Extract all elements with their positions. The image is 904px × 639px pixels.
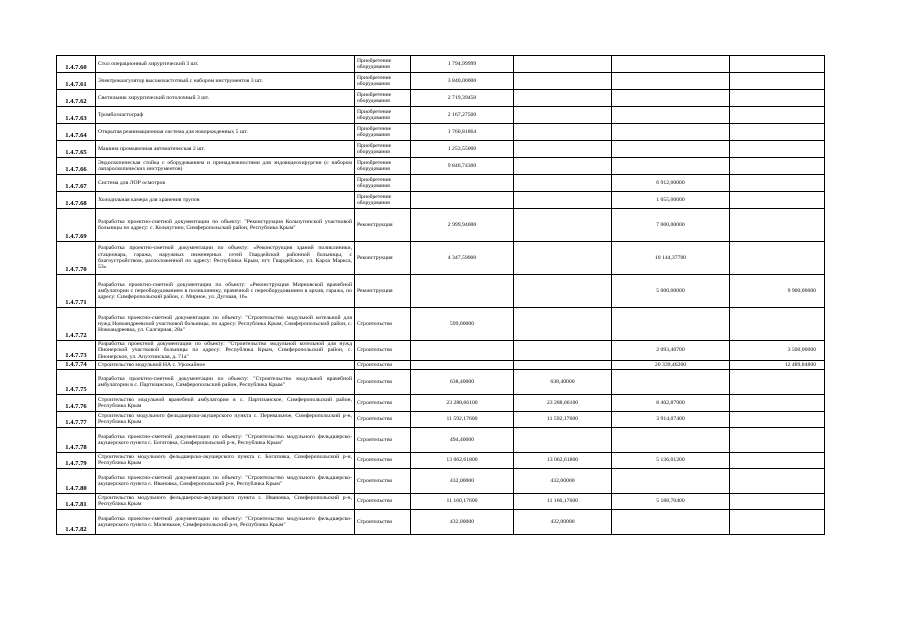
row-number-cell: 1.4.7.65 xyxy=(57,141,96,158)
table-row xyxy=(57,369,825,394)
value-3-cell xyxy=(612,141,730,158)
item-name-cell: Строительство модульного фельдшерско-акушерского пункта с. Перевальное, Симферопольский р-н, Республика Крым xyxy=(96,411,355,427)
table-row xyxy=(57,209,825,242)
item-name-cell: Строительство модульной врачебной амбулатории в с. Партизанское, Симферопольский район, Республика Крым xyxy=(96,394,355,411)
work-type-cell: Строительство xyxy=(355,411,411,427)
value-1-cell xyxy=(411,175,514,192)
value-2-cell: 432,00000 xyxy=(514,509,612,534)
table-row xyxy=(57,158,825,175)
item-name-cell: Разработка проектно-сметной документации по объекту: «Реконструкция Мирновской врачебной амбулатории с переоборудованием в поликлинику, прачечной с переоборудованием в архив, гаража, по адресу: Симферопольский район, с. Мирное, ул. Дуговая, 16» xyxy=(96,275,355,308)
value-4-cell xyxy=(730,308,825,341)
item-name-cell: Стол операционный хирургический 3 шт. xyxy=(96,56,355,73)
table-row xyxy=(57,360,825,369)
item-name-cell: Тромбоэластограф xyxy=(96,107,355,124)
row-number-cell: 1.4.7.71 xyxy=(57,275,96,308)
value-2-cell xyxy=(514,107,612,124)
row-number-cell: 1.4.7.77 xyxy=(57,411,96,427)
work-type-cell: Реконструкция xyxy=(355,275,411,308)
row-number-cell: 1.4.7.72 xyxy=(57,308,96,341)
value-4-cell xyxy=(730,124,825,141)
value-4-cell xyxy=(730,369,825,394)
work-type-cell: Строительство xyxy=(355,468,411,493)
item-name-cell: Строительство модульной НА с. Урожайное xyxy=(96,360,355,369)
row-number-cell: 1.4.7.63 xyxy=(57,107,96,124)
table-row xyxy=(57,275,825,308)
value-1-cell: 494,40000 xyxy=(411,427,514,452)
value-2-cell xyxy=(514,73,612,90)
row-number-cell: 1.4.7.61 xyxy=(57,73,96,90)
value-2-cell xyxy=(514,141,612,158)
value-2-cell xyxy=(514,124,612,141)
row-number-cell: 1.4.7.75 xyxy=(57,369,96,394)
value-1-cell: 1 253,55000 xyxy=(411,141,514,158)
value-3-cell xyxy=(612,369,730,394)
value-2-cell: 638,40000 xyxy=(514,369,612,394)
value-3-cell xyxy=(612,308,730,341)
work-type-cell: Приобретение оборудования xyxy=(355,107,411,124)
value-3-cell xyxy=(612,56,730,73)
work-type-cell: Приобретение оборудования xyxy=(355,90,411,107)
value-2-cell xyxy=(514,192,612,209)
value-4-cell: 3 500,00000 xyxy=(730,341,825,361)
value-2-cell xyxy=(514,209,612,242)
table-body xyxy=(57,56,825,535)
value-4-cell xyxy=(730,175,825,192)
value-4-cell: 12 489,84800 xyxy=(730,360,825,369)
value-2-cell xyxy=(514,360,612,369)
table-row xyxy=(57,124,825,141)
value-3-cell: 6 912,00000 xyxy=(612,175,730,192)
value-3-cell: 20 339,46200 xyxy=(612,360,730,369)
value-4-cell xyxy=(730,209,825,242)
value-4-cell xyxy=(730,242,825,275)
row-number-cell: 1.4.7.82 xyxy=(57,509,96,534)
value-2-cell: 13 062,61800 xyxy=(514,452,612,468)
value-2-cell: 23 288,66100 xyxy=(514,394,612,411)
value-2-cell xyxy=(514,56,612,73)
work-type-cell: Приобретение оборудования xyxy=(355,192,411,209)
work-type-cell: Приобретение оборудования xyxy=(355,175,411,192)
value-3-cell xyxy=(612,509,730,534)
value-2-cell xyxy=(514,242,612,275)
value-4-cell: 9 900,00000 xyxy=(730,275,825,308)
item-name-cell: Эндоскопическая стойка с оборудованием и принадлежностями для эндовидеохирургии (с набором лапароскопических инструментов) xyxy=(96,158,355,175)
table-row xyxy=(57,56,825,73)
table-row xyxy=(57,192,825,209)
value-3-cell xyxy=(612,427,730,452)
item-name-cell: Разработка проектно-сметной документации по объекту: "Реконструкция Кольчугинской участковой больницы по адресу: с. Кольчугино, Симферопольский район, Республика Крым" xyxy=(96,209,355,242)
table-row xyxy=(57,341,825,361)
item-name-cell: Машина промывочная автоматическая 2 шт. xyxy=(96,141,355,158)
value-3-cell: 5 000,00000 xyxy=(612,275,730,308)
work-type-cell: Реконструкция xyxy=(355,209,411,242)
row-number-cell: 1.4.7.78 xyxy=(57,427,96,452)
value-1-cell xyxy=(411,275,514,308)
value-3-cell: 5 136,01200 xyxy=(612,452,730,468)
row-number-cell: 1.4.7.79 xyxy=(57,452,96,468)
row-number-cell: 1.4.7.70 xyxy=(57,242,96,275)
work-type-cell: Строительство xyxy=(355,452,411,468)
value-2-cell xyxy=(514,275,612,308)
row-number-cell: 1.4.7.81 xyxy=(57,493,96,509)
value-1-cell xyxy=(411,360,514,369)
work-type-cell: Строительство xyxy=(355,369,411,394)
value-1-cell: 599,00000 xyxy=(411,308,514,341)
value-1-cell: 4 347,59000 xyxy=(411,242,514,275)
table-row xyxy=(57,427,825,452)
value-4-cell xyxy=(730,493,825,509)
value-3-cell xyxy=(612,468,730,493)
value-1-cell: 9 846,74300 xyxy=(411,158,514,175)
item-name-cell: Разработка проектной документации по объекту: "Строительство модульной котельной для нужд Пионерской участковой больницы по адресу: Республика Крым, Симферопольский район, с. Пионерское, ул. Апухтинская, д. 71а" xyxy=(96,341,355,361)
value-3-cell xyxy=(612,107,730,124)
work-type-cell: Приобретение оборудования xyxy=(355,124,411,141)
value-1-cell: 1 760,81864 xyxy=(411,124,514,141)
item-name-cell: Светильник хирургический потолочный 3 шт. xyxy=(96,90,355,107)
value-1-cell: 11 592,17600 xyxy=(411,411,514,427)
work-type-cell: Приобретение оборудования xyxy=(355,56,411,73)
value-4-cell xyxy=(730,468,825,493)
row-number-cell: 1.4.7.62 xyxy=(57,90,96,107)
work-type-cell: Строительство xyxy=(355,360,411,369)
table-row xyxy=(57,107,825,124)
table-row xyxy=(57,468,825,493)
budget-table xyxy=(56,55,825,535)
value-2-cell xyxy=(514,158,612,175)
value-4-cell xyxy=(730,90,825,107)
row-number-cell: 1.4.7.73 xyxy=(57,341,96,361)
row-number-cell: 1.4.7.66 xyxy=(57,158,96,175)
work-type-cell: Приобретение оборудования xyxy=(355,141,411,158)
row-number-cell: 1.4.7.69 xyxy=(57,209,96,242)
row-number-cell: 1.4.7.68 xyxy=(57,192,96,209)
table-row xyxy=(57,175,825,192)
document-page xyxy=(56,55,824,535)
work-type-cell: Строительство xyxy=(355,394,411,411)
value-2-cell xyxy=(514,175,612,192)
row-number-cell: 1.4.7.67 xyxy=(57,175,96,192)
table-row xyxy=(57,242,825,275)
table-row xyxy=(57,308,825,341)
item-name-cell: Строительство модульного фельдшерско-акушерского пункта с. Богатовка, Симферопольский р-н, Республика Крым xyxy=(96,452,355,468)
value-2-cell xyxy=(514,308,612,341)
table-row xyxy=(57,394,825,411)
value-1-cell: 432,00000 xyxy=(411,468,514,493)
item-name-cell: Разработка проектно-сметной документации по объекту: "Строительство модульного фельдшерско-акушерского пункта с. Маленькое, Симферопольский р-н, Республика Крым" xyxy=(96,509,355,534)
value-2-cell xyxy=(514,341,612,361)
work-type-cell: Приобретение оборудования xyxy=(355,73,411,90)
value-1-cell: 1 794,99999 xyxy=(411,56,514,73)
value-4-cell xyxy=(730,452,825,468)
row-number-cell: 1.4.7.60 xyxy=(57,56,96,73)
value-4-cell xyxy=(730,394,825,411)
value-1-cell: 432,00000 xyxy=(411,509,514,534)
value-2-cell: 11 160,17600 xyxy=(514,493,612,509)
work-type-cell: Строительство xyxy=(355,341,411,361)
table-row xyxy=(57,73,825,90)
value-3-cell: 7 000,00000 xyxy=(612,209,730,242)
value-2-cell: 432,00000 xyxy=(514,468,612,493)
item-name-cell: Электрокоагулятор высокочастотный с набором инструментов 3 шт. xyxy=(96,73,355,90)
value-4-cell xyxy=(730,411,825,427)
row-number-cell: 1.4.7.74 xyxy=(57,360,96,369)
value-4-cell xyxy=(730,427,825,452)
value-1-cell: 3 840,00000 xyxy=(411,73,514,90)
item-name-cell: Холодильная камера для хранения трупов xyxy=(96,192,355,209)
item-name-cell: Система для ЛОР осмотров xyxy=(96,175,355,192)
value-4-cell xyxy=(730,141,825,158)
value-2-cell xyxy=(514,90,612,107)
value-3-cell: 1 055,00000 xyxy=(612,192,730,209)
work-type-cell: Реконструкция xyxy=(355,242,411,275)
item-name-cell: Открытая реанимационная система для новорожденных 5 шт. xyxy=(96,124,355,141)
value-4-cell xyxy=(730,56,825,73)
table-row xyxy=(57,141,825,158)
value-1-cell: 638,40000 xyxy=(411,369,514,394)
work-type-cell: Строительство xyxy=(355,493,411,509)
value-1-cell: 2 719,39450 xyxy=(411,90,514,107)
value-1-cell: 11 160,17600 xyxy=(411,493,514,509)
value-2-cell xyxy=(514,427,612,452)
work-type-cell: Строительство xyxy=(355,427,411,452)
item-name-cell: Разработка проектно-сметной документации по объекту: "Строительство модульного фельдшерско-акушерского пункта с. Ивановка, Симферопольский р-н, Республика Крым" xyxy=(96,468,355,493)
table-row xyxy=(57,493,825,509)
item-name-cell: Разработка проектно-сметной документации по объекту: «Реконструкция зданий поликлиники, стационара, гаража, наружных инженерных сетей Гвардейской районной больницы, с благоустройством, расположенной по адресу: Республика Крым, пгт. Гвардейское, ул. Карла Маркса, 53» xyxy=(96,242,355,275)
value-1-cell: 2 999,94000 xyxy=(411,209,514,242)
value-3-cell xyxy=(612,158,730,175)
item-name-cell: Разработка проектно-сметной документации по объекту: "Строительство модульной котельной для нужд Новоандреевской участковой больницы, по адресу: Республика Крым, Симферопольский район, с. Новоандреевка, ул. Салгирная, 28а" xyxy=(96,308,355,341)
table-row xyxy=(57,411,825,427)
value-4-cell xyxy=(730,107,825,124)
item-name-cell: Разработка проектно-сметной документации по объекту: "Строительство модульного фельдшерско-акушерского пункта с. Богатовка, Симферопольский р-н, Республика Крым" xyxy=(96,427,355,452)
row-number-cell: 1.4.7.76 xyxy=(57,394,96,411)
value-3-cell xyxy=(612,124,730,141)
item-name-cell: Строительство модульного фельдшерско-акушерского пункта с. Ивановка, Симферопольский р-н, Республика Крым xyxy=(96,493,355,509)
value-4-cell xyxy=(730,158,825,175)
value-4-cell xyxy=(730,509,825,534)
value-1-cell: 13 062,61800 xyxy=(411,452,514,468)
value-1-cell: 23 288,66100 xyxy=(411,394,514,411)
value-3-cell: 3 914,07400 xyxy=(612,411,730,427)
value-3-cell xyxy=(612,90,730,107)
work-type-cell: Строительство xyxy=(355,308,411,341)
work-type-cell: Приобретение оборудования xyxy=(355,158,411,175)
row-number-cell: 1.4.7.80 xyxy=(57,468,96,493)
value-3-cell xyxy=(612,73,730,90)
value-1-cell xyxy=(411,192,514,209)
value-1-cell xyxy=(411,341,514,361)
value-4-cell xyxy=(730,192,825,209)
value-3-cell: 8 402,87900 xyxy=(612,394,730,411)
table-row xyxy=(57,452,825,468)
row-number-cell: 1.4.7.64 xyxy=(57,124,96,141)
table-row xyxy=(57,509,825,534)
value-1-cell: 2 167,27500 xyxy=(411,107,514,124)
value-4-cell xyxy=(730,73,825,90)
item-name-cell: Разработка проектно-сметной документации по объекту: "Строительство модульной врачебной амбулатории в с. Партизанское, Симферопольский район, Республика Крым" xyxy=(96,369,355,394)
value-2-cell: 11 592,17600 xyxy=(514,411,612,427)
value-3-cell: 5 188,70400 xyxy=(612,493,730,509)
work-type-cell: Строительство xyxy=(355,509,411,534)
value-3-cell: 10 144,37700 xyxy=(612,242,730,275)
table-row xyxy=(57,90,825,107)
value-3-cell: 2 093,40700 xyxy=(612,341,730,361)
